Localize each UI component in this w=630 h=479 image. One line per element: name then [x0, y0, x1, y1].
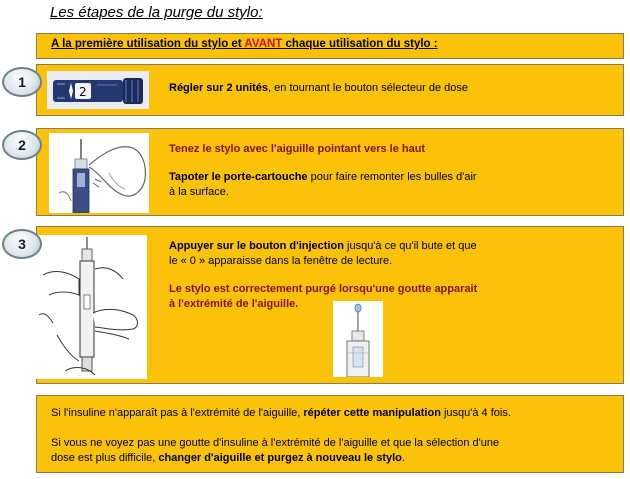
step-3-red-line1: Le stylo est correctement purgé lorsqu'une goutte apparait [169, 283, 478, 295]
svg-text:2: 2 [79, 85, 87, 99]
step-1-bold: Régler sur 2 unités [169, 82, 269, 94]
step-2-badge: 2 [2, 130, 42, 160]
pen-tapping-illustration [49, 133, 149, 213]
note-panel [36, 395, 624, 473]
note-p2-line1: Si vous ne voyez pas une goutte d'insuline à l'extrémité de l'aiguille et que la sélection d'une [51, 437, 500, 449]
step-3-panel [36, 226, 624, 384]
step-1-panel [36, 64, 624, 116]
step-3-rest1: jusqu'à ce qu'il bute et que [343, 240, 477, 252]
step-1-badge: 1 [2, 67, 42, 97]
step-2-text [169, 142, 477, 200]
note-paragraph-2 [51, 436, 617, 466]
step-3-badge: 3 [2, 229, 42, 259]
step-2-bold: Tapoter le porte-cartouche [169, 171, 308, 183]
intro-text [51, 38, 438, 50]
note-p2-bold: changer d'aiguille et purgez à nouveau le stylo [158, 452, 402, 464]
step-1-text [169, 81, 468, 96]
intro-text-part1: A la première utilisation du stylo et [51, 38, 245, 50]
step-2-line1: Tenez le stylo avec l'aiguille pointant vers le haut [169, 143, 426, 155]
note-p1-start: Si l'insuline n'apparaît pas à l'extrémité de l'aiguille, [51, 407, 304, 419]
step-2-panel [36, 128, 624, 216]
step-3-text [169, 239, 477, 312]
page-title: Les étapes de la purge du stylo: [50, 4, 263, 21]
note-paragraph-1 [51, 406, 617, 421]
note-p1-bold: répéter cette manipulation [303, 407, 441, 419]
note-p1-end: jusqu'à 4 fois. [440, 407, 511, 419]
pen-injection-button-illustration [35, 235, 147, 379]
step-2-rest1: pour faire remonter les bulles d'air [307, 171, 477, 183]
needle-drop-illustration [333, 301, 383, 377]
step-3-rest2: le « 0 » apparaisse dans la fenêtre de lecture. [169, 255, 393, 267]
note-p2-line2-start: dose est plus difficile, [51, 452, 159, 464]
note-p2-end: . [401, 452, 405, 464]
step-1-rest: , en tournant le bouton sélecteur de dose [268, 82, 469, 94]
step-3-red-line2: à l'extrémité de l'aiguille. [169, 298, 299, 310]
step-2-rest2: à la surface. [169, 186, 229, 198]
intro-text-avant: AVANT [244, 38, 283, 50]
pen-dose-selector-illustration [47, 71, 149, 109]
intro-banner [36, 33, 624, 59]
intro-text-part3: chaque utilisation du stylo : [282, 38, 438, 50]
step-3-bold: Appuyer sur le bouton d'injection [169, 240, 344, 252]
